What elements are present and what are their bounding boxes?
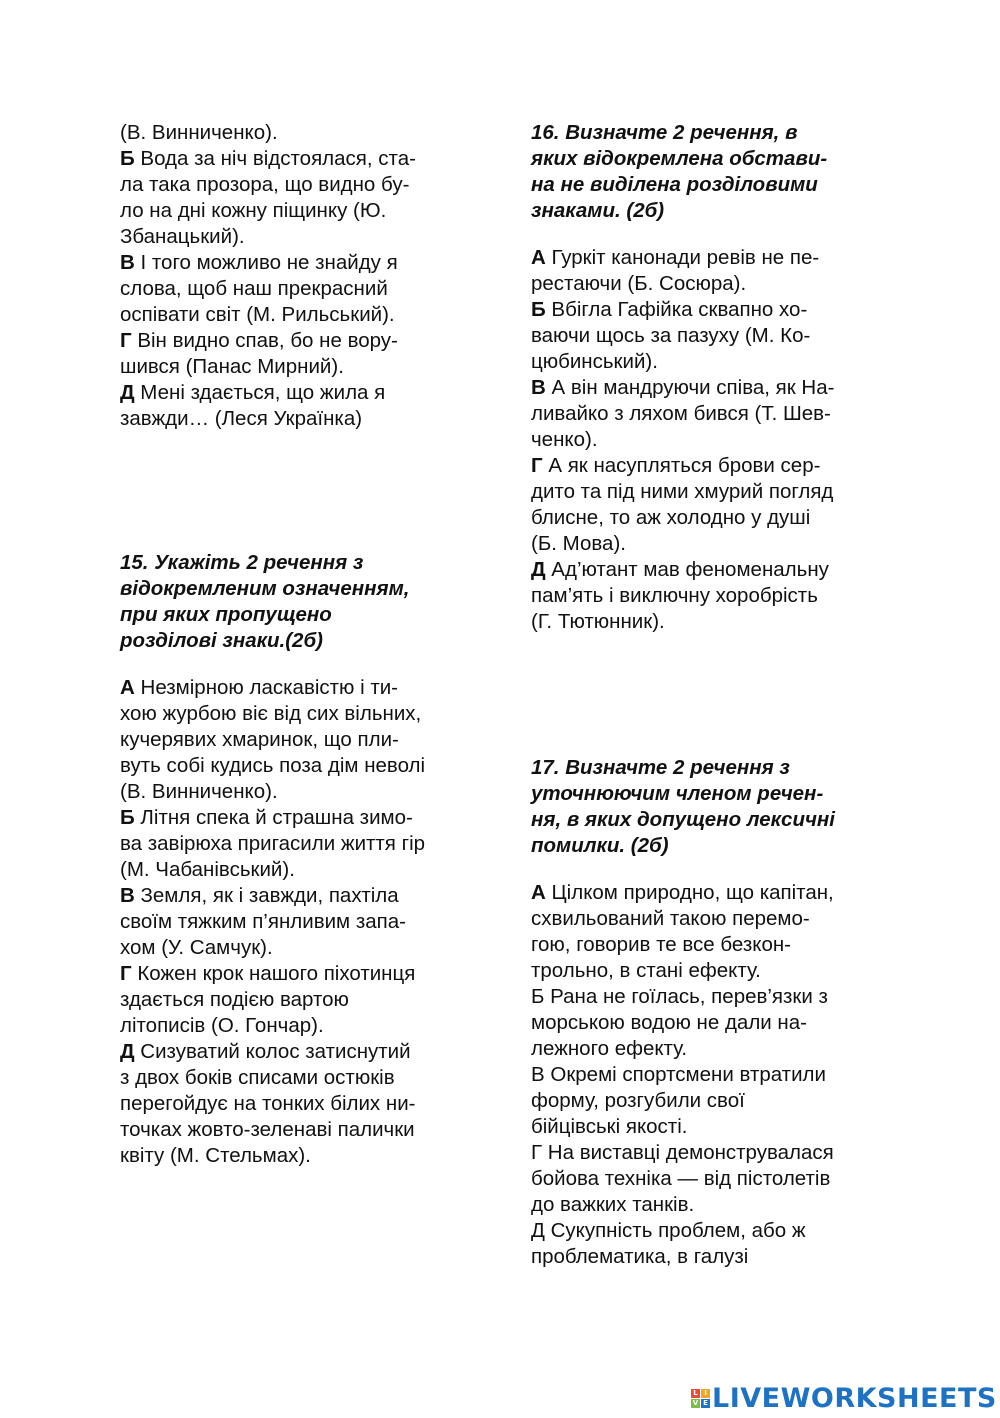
line-text: І того можливо не знайду я bbox=[134, 251, 398, 274]
line-text: блисне, то аж холодно у душі bbox=[531, 506, 811, 529]
text-line bbox=[120, 987, 349, 1013]
text-line bbox=[531, 984, 828, 1010]
line-text: здається подією вартою bbox=[120, 988, 349, 1011]
text-line bbox=[120, 172, 409, 198]
line-text: ло на дні кожну піщинку (Ю. bbox=[120, 199, 387, 222]
text-line bbox=[531, 609, 665, 635]
text-line bbox=[531, 1062, 826, 1088]
line-text: форму, розгубили свої bbox=[531, 1089, 745, 1112]
line-text: до важких танків. bbox=[531, 1193, 695, 1216]
line-text: ливайко з ляхом бився (Т. Шев- bbox=[531, 402, 831, 425]
line-text: дито та під ними хмурий погляд bbox=[531, 480, 834, 503]
text-line bbox=[531, 479, 833, 505]
option-letter: Г bbox=[120, 329, 132, 352]
line-text: морською водою не дали на- bbox=[531, 1011, 807, 1034]
logo-tile: V bbox=[692, 1398, 699, 1407]
text-line bbox=[120, 354, 344, 380]
option-letter: В bbox=[120, 251, 135, 274]
text-line bbox=[531, 880, 834, 906]
line-text: бойова техніка — від пістолетів bbox=[531, 1167, 831, 1190]
line-text: оспівати світ (М. Рильський). bbox=[120, 303, 395, 326]
question-title-line: на не виділена розділовими bbox=[531, 173, 818, 196]
text-line bbox=[120, 302, 395, 328]
option-letter: Д bbox=[120, 1040, 135, 1063]
line-text: ва завірюха пригасили життя гір bbox=[120, 832, 426, 855]
line-text: Сизуватий колос затиснутий bbox=[134, 1040, 411, 1063]
line-text: схвильований такою перемо- bbox=[531, 907, 810, 930]
question-title-line: помилки. (2б) bbox=[531, 834, 669, 857]
text-line bbox=[120, 380, 385, 406]
line-text: літописів (О. Гончар). bbox=[120, 1014, 324, 1037]
question-title-line: 16. Визначте 2 речення, в bbox=[531, 121, 798, 144]
text-line bbox=[120, 224, 245, 250]
text-line bbox=[531, 505, 810, 531]
text-line bbox=[120, 250, 398, 276]
logo-tile: E bbox=[701, 1399, 710, 1408]
text-line bbox=[531, 453, 820, 479]
line-text: Б Рана не гоїлась, перев’язки з bbox=[531, 985, 828, 1008]
text-line bbox=[531, 958, 761, 984]
line-text: бійцівські якості. bbox=[531, 1115, 688, 1138]
text-line bbox=[531, 1036, 687, 1062]
line-text: цюбинський). bbox=[531, 350, 658, 373]
line-text: пам’ять і виключну хоробрість bbox=[531, 584, 818, 607]
line-text: Збанацький). bbox=[120, 225, 245, 248]
line-text: Він видно спав, бо не вору- bbox=[131, 329, 398, 352]
option-letter: В bbox=[120, 884, 135, 907]
text-line bbox=[531, 245, 819, 271]
question-title-line: 17. Визначте 2 речення з bbox=[531, 756, 790, 779]
line-text: Вбігла Гафійка сквапно хо- bbox=[545, 298, 808, 321]
line-text: Літня спека й страшна зимо- bbox=[134, 806, 413, 829]
line-text: Кожен крок нашого піхотинця bbox=[131, 962, 416, 985]
text-line bbox=[120, 831, 425, 857]
text-line bbox=[531, 297, 807, 323]
line-text: з двох боків списами остюків bbox=[120, 1066, 395, 1089]
text-line bbox=[531, 427, 598, 453]
text-line bbox=[120, 753, 425, 779]
text-line bbox=[531, 1114, 687, 1140]
line-text: А як насупляться брови сер- bbox=[542, 454, 821, 477]
question-title-line: відокремленим означенням, bbox=[120, 577, 410, 600]
text-line bbox=[120, 276, 388, 302]
text-line bbox=[120, 701, 421, 727]
line-text: хою журбою віє від сих вільних, bbox=[120, 702, 422, 725]
logo-tile: L bbox=[691, 1389, 700, 1398]
text-line bbox=[120, 675, 398, 701]
option-letter: А bbox=[531, 881, 546, 904]
line-text: Вода за ніч відстоялася, ста- bbox=[134, 147, 416, 170]
text-line bbox=[531, 1218, 806, 1244]
text-line bbox=[120, 1143, 311, 1169]
line-text: своїм тяжким п’янливим запа- bbox=[120, 910, 406, 933]
text-line bbox=[120, 146, 416, 172]
option-letter: Г bbox=[531, 454, 543, 477]
text-line bbox=[120, 1039, 411, 1065]
text-line bbox=[531, 1192, 694, 1218]
line-text: Д Сукупність проблем, або ж bbox=[531, 1219, 806, 1242]
option-letter: Д bbox=[531, 558, 546, 581]
text-line bbox=[531, 1244, 748, 1270]
text-line bbox=[531, 375, 834, 401]
text-line bbox=[531, 557, 829, 583]
line-text: перегойдує на тонких білих ни- bbox=[120, 1092, 416, 1115]
line-text: шився (Панас Мирний). bbox=[120, 355, 344, 378]
line-text: (Г. Тютюнник). bbox=[531, 610, 665, 633]
text-line bbox=[531, 583, 818, 609]
line-text: лежного ефекту. bbox=[531, 1037, 688, 1060]
text-line bbox=[531, 1010, 807, 1036]
line-text: Гуркіт канонади ревів не пе- bbox=[545, 246, 820, 269]
liveworksheets-logo-icon bbox=[691, 1389, 710, 1408]
text-line bbox=[120, 328, 398, 354]
text-line bbox=[531, 906, 810, 932]
option-letter: Д bbox=[120, 381, 135, 404]
line-text: гою, говорив те все безкон- bbox=[531, 933, 791, 956]
line-text: Г На виставці демонструвалася bbox=[531, 1141, 834, 1164]
line-text: В Окремі спортсмени втратили bbox=[531, 1063, 826, 1086]
text-line bbox=[120, 909, 406, 935]
text-line bbox=[531, 1140, 834, 1166]
line-text: кучерявих хмаринок, що пли- bbox=[120, 728, 399, 751]
line-text: ла така прозора, що видно бу- bbox=[120, 173, 410, 196]
text-line bbox=[531, 531, 626, 557]
text-line bbox=[531, 323, 810, 349]
question-title-line: уточнюючим членом речен- bbox=[531, 782, 824, 805]
line-text: (В. Винниченко). bbox=[120, 780, 278, 803]
option-letter: Б bbox=[120, 806, 135, 829]
option-letter: В bbox=[531, 376, 546, 399]
question-title-line: яких відокремлена обстави- bbox=[531, 147, 828, 170]
question-title-line: ня, в яких допущено лексичні bbox=[531, 808, 836, 831]
line-text: хом (У. Самчук). bbox=[120, 936, 273, 959]
line-text: точках жовто-зеленаві палички bbox=[120, 1118, 415, 1141]
text-line bbox=[120, 198, 386, 224]
option-letter: А bbox=[531, 246, 546, 269]
text-line bbox=[120, 1117, 415, 1143]
line-text: ваючи щось за пазуху (М. Ко- bbox=[531, 324, 811, 347]
logo-tile: I bbox=[701, 1389, 710, 1398]
text-line bbox=[120, 120, 278, 146]
option-letter: Г bbox=[120, 962, 132, 985]
text-line bbox=[531, 349, 658, 375]
line-text: Земля, як і завжди, пахтіла bbox=[134, 884, 399, 907]
line-text: Мені здається, що жила я bbox=[134, 381, 386, 404]
text-line bbox=[531, 271, 746, 297]
text-line bbox=[120, 805, 413, 831]
line-text: ченко). bbox=[531, 428, 598, 451]
text-line bbox=[120, 1091, 415, 1117]
text-line bbox=[531, 1166, 830, 1192]
line-text: квіту (М. Стельмах). bbox=[120, 1144, 311, 1167]
question-title-line: 15. Укажіть 2 речення з bbox=[120, 551, 364, 574]
option-letter: А bbox=[120, 676, 135, 699]
text-line bbox=[120, 1065, 395, 1091]
line-text: (М. Чабанівський). bbox=[120, 858, 295, 881]
question-title-line: розділові знаки.(2б) bbox=[120, 629, 323, 652]
text-line bbox=[120, 1013, 324, 1039]
text-line bbox=[120, 857, 295, 883]
line-text: (В. Винниченко). bbox=[120, 121, 278, 144]
text-line bbox=[120, 935, 273, 961]
line-text: слова, щоб наш прекрасний bbox=[120, 277, 388, 300]
text-line bbox=[531, 932, 791, 958]
line-text: вуть собі кудись поза дім неволі bbox=[120, 754, 426, 777]
line-text: рестаючи (Б. Сосюра). bbox=[531, 272, 747, 295]
line-text: Ад’ютант мав феноменальну bbox=[545, 558, 829, 581]
line-text: завжди… (Леся Українка) bbox=[120, 407, 363, 430]
text-line bbox=[531, 401, 831, 427]
line-text: (Б. Мова). bbox=[531, 532, 626, 555]
text-line bbox=[120, 961, 415, 987]
line-text: трольно, в стані ефекту. bbox=[531, 959, 761, 982]
text-line bbox=[120, 727, 399, 753]
question-title-line: при яких пропущено bbox=[120, 603, 332, 626]
line-text: Цілком природно, що капітан, bbox=[545, 881, 834, 904]
text-line bbox=[120, 406, 362, 432]
liveworksheets-logo bbox=[691, 1378, 997, 1418]
option-letter: Б bbox=[120, 147, 135, 170]
logo-text: LIVEWORKSHEETS bbox=[712, 1382, 997, 1414]
line-text: проблематика, в галузі bbox=[531, 1245, 749, 1268]
text-line bbox=[531, 1088, 745, 1114]
text-line bbox=[120, 779, 278, 805]
text-line bbox=[120, 883, 399, 909]
line-text: Незмірною ласкавістю і ти- bbox=[134, 676, 399, 699]
line-text: А він мандруючи співа, як На- bbox=[545, 376, 835, 399]
question-title-line: знаками. (2б) bbox=[531, 199, 665, 222]
option-letter: Б bbox=[531, 298, 546, 321]
